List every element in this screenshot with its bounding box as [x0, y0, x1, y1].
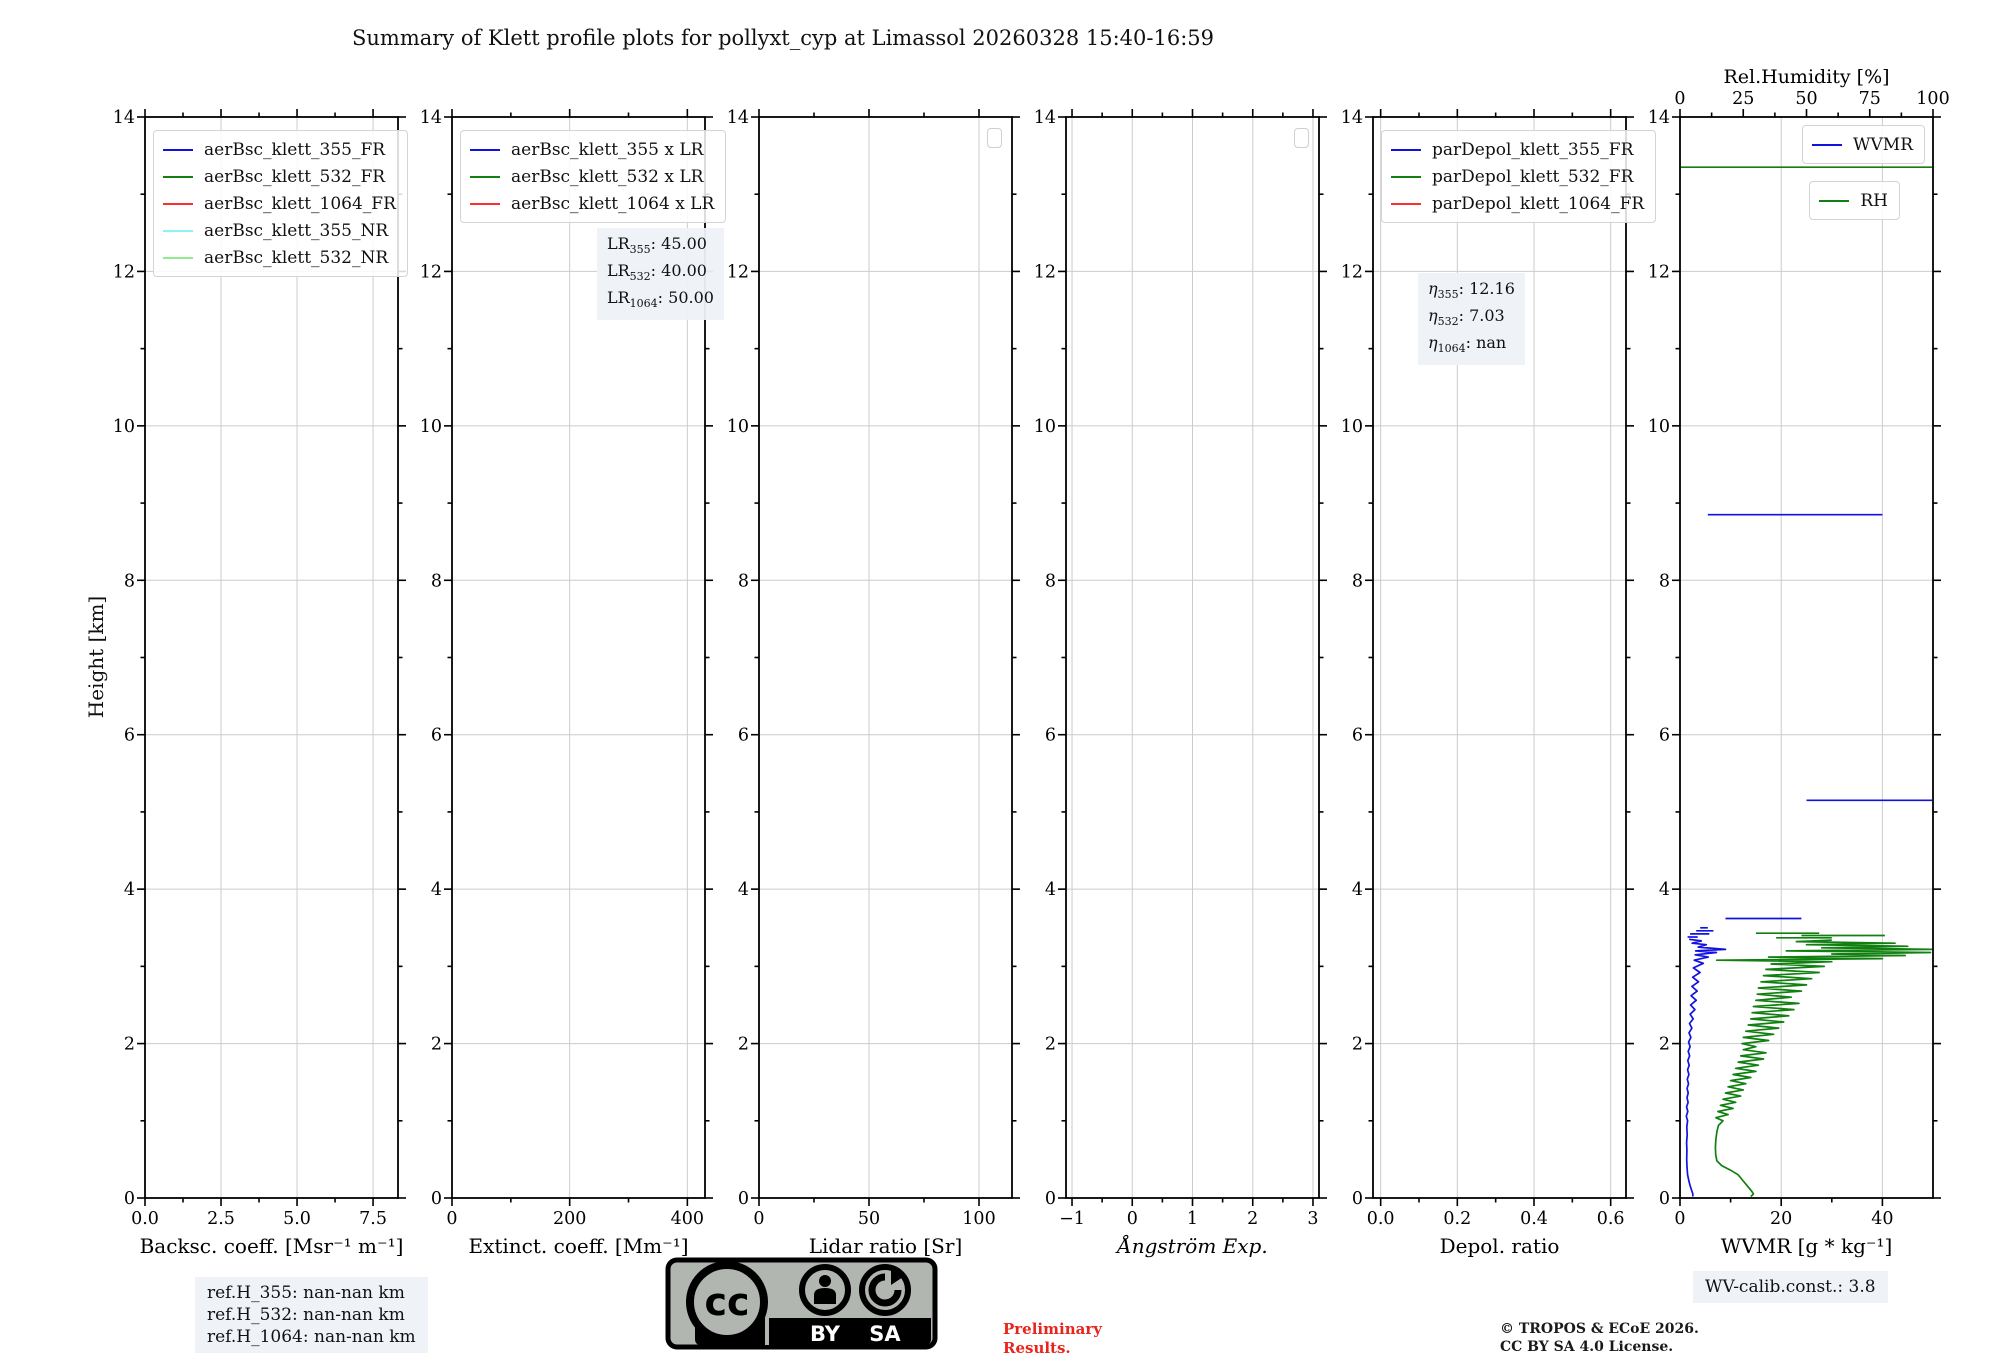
legend-item — [163, 244, 396, 271]
svg-text:100: 100 — [962, 1209, 996, 1229]
svg-text:0: 0 — [123, 1189, 135, 1209]
plot-axes — [689, 55, 1032, 1296]
legend-label: parDepol_klett_355_FR — [1432, 139, 1634, 160]
svg-text:2: 2 — [1658, 1034, 1670, 1055]
legend-line-sample — [163, 203, 193, 205]
svg-text:4: 4 — [737, 880, 749, 901]
annotation-row: $\eta_{532}$: 7.03 — [1428, 306, 1505, 329]
legend-item — [1391, 190, 1644, 217]
svg-text:4: 4 — [123, 880, 135, 901]
svg-text:75: 75 — [1858, 89, 1881, 109]
svg-text:0: 0 — [1674, 1209, 1686, 1229]
svg-text:12: 12 — [1340, 262, 1363, 283]
preliminary-results-note: Preliminary Results. — [1003, 1320, 1102, 1357]
ref-height-1064: ref.H_1064: nan-nan km — [207, 1327, 416, 1347]
svg-text:0.0: 0.0 — [131, 1209, 159, 1229]
annotation-row: $LR_{1064}$: 50.00 — [607, 288, 714, 311]
svg-text:5.0: 5.0 — [283, 1209, 311, 1229]
svg-text:12: 12 — [419, 262, 442, 283]
annotation-row: $LR_{532}$: 40.00 — [607, 261, 707, 284]
chart-extinction-coeff — [419, 108, 715, 1258]
plot-axes — [1303, 55, 1646, 1296]
legend — [1809, 181, 1900, 220]
svg-text:6: 6 — [1658, 725, 1670, 746]
svg-text:10: 10 — [1340, 416, 1363, 437]
svg-text:2: 2 — [1351, 1034, 1363, 1055]
x-axis-label: Lidar ratio [Sr] — [808, 1234, 963, 1258]
legend-line-sample — [163, 257, 193, 259]
svg-text:4: 4 — [430, 880, 442, 901]
badge-black-band — [765, 1318, 931, 1345]
legend-label: aerBsc_klett_355_NR — [204, 220, 389, 241]
svg-text:12: 12 — [1647, 262, 1670, 283]
svg-text:8: 8 — [430, 571, 442, 592]
legend-label: parDepol_klett_1064_FR — [1432, 193, 1645, 214]
legend-item — [1391, 163, 1644, 190]
svg-text:3: 3 — [1307, 1209, 1319, 1229]
svg-text:14: 14 — [1033, 108, 1056, 128]
svg-text:14: 14 — [1647, 108, 1670, 128]
legend-item — [470, 190, 714, 217]
svg-text:50: 50 — [1795, 89, 1818, 109]
svg-text:14: 14 — [112, 108, 135, 128]
legend-label: aerBsc_klett_532_FR — [204, 166, 386, 187]
svg-text:14: 14 — [726, 108, 749, 128]
svg-text:0.6: 0.6 — [1596, 1209, 1625, 1229]
svg-text:0: 0 — [1351, 1189, 1363, 1209]
x-axis-label: Depol. ratio — [1439, 1234, 1560, 1258]
svg-text:6: 6 — [737, 725, 749, 746]
svg-text:0: 0 — [446, 1209, 458, 1229]
svg-text:4: 4 — [1351, 880, 1363, 901]
svg-text:8: 8 — [123, 571, 135, 592]
svg-text:14: 14 — [1340, 108, 1363, 128]
copyright-note: © TROPOS & ECoE 2026. CC BY SA 4.0 License. — [1500, 1321, 1699, 1355]
legend-label: aerBsc_klett_532_NR — [204, 247, 389, 268]
svg-text:6: 6 — [1044, 725, 1056, 746]
legend-line-sample — [1391, 149, 1421, 151]
svg-text:0.2: 0.2 — [1443, 1209, 1472, 1229]
x-axis-label: Extinct. coeff. [Mm⁻¹] — [468, 1234, 689, 1258]
svg-text:2: 2 — [737, 1034, 749, 1055]
annotation-row: $LR_{355}$: 45.00 — [607, 234, 707, 257]
annotation-box — [597, 228, 724, 320]
legend-line-sample — [163, 149, 193, 151]
legend — [460, 130, 726, 223]
legend-line-sample — [1819, 200, 1849, 202]
svg-text:−1: −1 — [1059, 1209, 1085, 1229]
svg-text:40: 40 — [1871, 1209, 1894, 1229]
legend — [1802, 125, 1925, 164]
chart-angstrom-exp — [1033, 108, 1319, 1258]
svg-text:6: 6 — [123, 725, 135, 746]
svg-text:0: 0 — [1044, 1189, 1056, 1209]
legend-item — [163, 217, 396, 244]
wvmr-line — [1686, 939, 1725, 1196]
legend-label: aerBsc_klett_355 x LR — [511, 139, 704, 160]
svg-text:2: 2 — [430, 1034, 442, 1055]
svg-text:2.5: 2.5 — [207, 1209, 235, 1229]
legend-item — [1819, 187, 1888, 214]
svg-text:2: 2 — [1247, 1209, 1259, 1229]
wv-calibration-constant: WV-calib.const.: 3.8 — [1693, 1271, 1888, 1303]
height-axis-label: Height [km] — [84, 595, 108, 719]
rh-line — [1715, 940, 1931, 1196]
chart-backscatter-coeff — [112, 108, 404, 1258]
legend-line-sample — [163, 230, 193, 232]
svg-text:200: 200 — [552, 1209, 587, 1229]
svg-text:4: 4 — [1044, 880, 1056, 901]
legend-label: aerBsc_klett_1064_FR — [204, 193, 396, 214]
svg-text:2: 2 — [123, 1034, 135, 1055]
legend-line-sample — [470, 149, 500, 151]
svg-text:12: 12 — [726, 262, 749, 283]
empty-legend — [1294, 128, 1309, 148]
legend-item — [470, 136, 714, 163]
svg-text:50: 50 — [857, 1209, 881, 1229]
svg-text:0.0: 0.0 — [1366, 1209, 1395, 1229]
legend-label: RH — [1860, 190, 1888, 211]
svg-text:1: 1 — [1186, 1209, 1199, 1229]
empty-legend — [987, 128, 1002, 148]
svg-text:0: 0 — [737, 1189, 749, 1209]
cc-circle-text: cc — [704, 1280, 750, 1324]
svg-text:0: 0 — [753, 1209, 765, 1229]
x-axis-label: WVMR [g * kg⁻¹] — [1720, 1234, 1893, 1258]
badge-sa-label: SA — [869, 1322, 901, 1346]
cc-by-sa-badge — [665, 1257, 938, 1350]
svg-text:8: 8 — [737, 571, 749, 592]
svg-text:10: 10 — [726, 416, 749, 437]
chart-depol-ratio — [1340, 108, 1645, 1258]
svg-text:0: 0 — [1674, 89, 1686, 109]
legend-item — [163, 163, 396, 190]
svg-text:0: 0 — [1658, 1189, 1670, 1209]
ref-height-355: ref.H_355: nan-nan km — [207, 1283, 405, 1303]
annotation-box — [1418, 273, 1525, 365]
plot-axes — [1610, 55, 1953, 1296]
legend-item — [1812, 131, 1913, 158]
legend-item — [1391, 136, 1644, 163]
x-axis-label: Backsc. coeff. [Msr⁻¹ m⁻¹] — [139, 1234, 404, 1258]
legend-label: aerBsc_klett_1064 x LR — [511, 193, 715, 214]
svg-text:10: 10 — [1033, 416, 1056, 437]
ref-height-532: ref.H_532: nan-nan km — [207, 1305, 405, 1325]
svg-text:7.5: 7.5 — [359, 1209, 387, 1229]
svg-text:10: 10 — [1647, 416, 1670, 437]
legend-line-sample — [470, 203, 500, 205]
legend-label: WVMR — [1853, 134, 1913, 155]
legend — [1381, 130, 1656, 223]
svg-text:8: 8 — [1044, 571, 1056, 592]
legend-line-sample — [1812, 144, 1842, 146]
legend-label: aerBsc_klett_532 x LR — [511, 166, 704, 187]
chart-wvmr-rh — [1647, 66, 1950, 1258]
top-axis-label: Rel.Humidity [%] — [1723, 66, 1890, 88]
legend-line-sample — [470, 176, 500, 178]
svg-text:6: 6 — [430, 725, 442, 746]
figure-title: Summary of Klett profile plots for pollyxt_cyp at Limassol 20260328 15:40-16:59 — [351, 26, 1215, 50]
svg-text:25: 25 — [1732, 89, 1755, 109]
legend-item — [163, 136, 396, 163]
svg-text:400: 400 — [670, 1209, 705, 1229]
legend-line-sample — [1391, 203, 1421, 205]
plot-axes — [996, 55, 1339, 1296]
svg-text:0: 0 — [430, 1189, 442, 1209]
annotation-row: $\eta_{1064}$: nan — [1428, 333, 1507, 356]
svg-text:100: 100 — [1916, 89, 1950, 109]
badge-by-label: BY — [809, 1322, 841, 1346]
svg-text:0.4: 0.4 — [1520, 1209, 1548, 1229]
svg-text:8: 8 — [1351, 571, 1363, 592]
svg-text:8: 8 — [1658, 571, 1670, 592]
svg-text:10: 10 — [112, 416, 135, 437]
x-axis-label: Ångström Exp. — [1117, 1234, 1268, 1258]
legend-label: parDepol_klett_532_FR — [1432, 166, 1634, 187]
legend-line-sample — [163, 176, 193, 178]
legend-item — [470, 163, 714, 190]
svg-text:14: 14 — [419, 108, 442, 128]
reference-height-box — [195, 1277, 428, 1353]
chart-lidar-ratio — [726, 108, 1012, 1258]
svg-text:12: 12 — [112, 262, 135, 283]
legend-line-sample — [1391, 176, 1421, 178]
svg-text:12: 12 — [1033, 262, 1056, 283]
legend — [153, 130, 408, 277]
svg-text:20: 20 — [1770, 1209, 1793, 1229]
legend-item — [163, 190, 396, 217]
legend-label: aerBsc_klett_355_FR — [204, 139, 386, 160]
svg-text:4: 4 — [1658, 880, 1670, 901]
svg-text:2: 2 — [1044, 1034, 1056, 1055]
svg-text:0: 0 — [1126, 1209, 1138, 1229]
svg-text:6: 6 — [1351, 725, 1363, 746]
annotation-row: $\eta_{355}$: 12.16 — [1428, 279, 1515, 302]
svg-text:10: 10 — [419, 416, 442, 437]
